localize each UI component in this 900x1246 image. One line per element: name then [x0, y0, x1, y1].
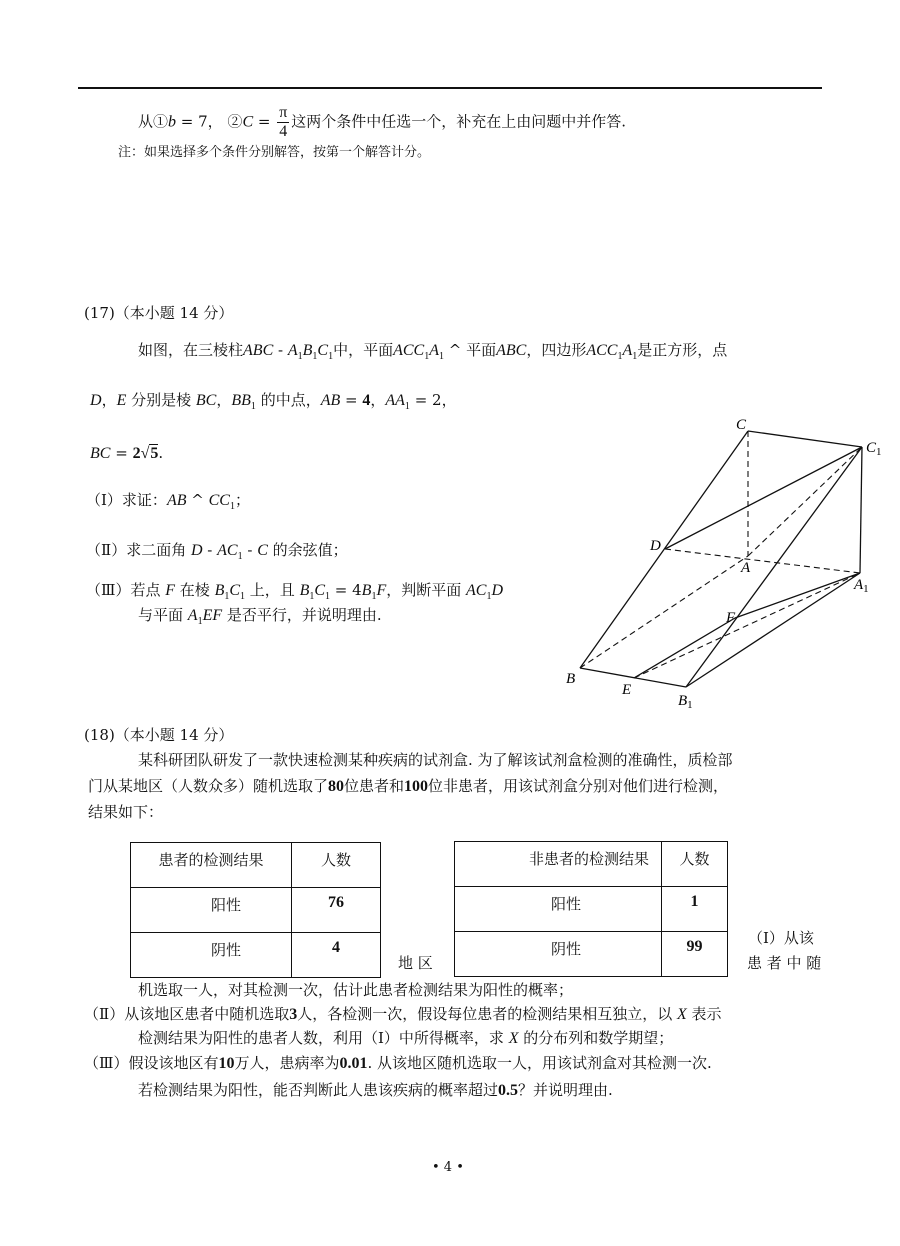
text: = — [340, 391, 363, 409]
math-var: C — [314, 582, 326, 599]
text: - — [202, 541, 218, 559]
text: = 4 — [330, 581, 362, 599]
table-row — [131, 933, 381, 978]
q17-paragraph-2 — [90, 390, 457, 417]
label-B: B — [566, 671, 576, 687]
q17-paragraph-1 — [138, 340, 727, 367]
q18-heading — [84, 725, 233, 745]
text: • 4 • — [432, 1160, 464, 1175]
subscript: 1 — [297, 351, 303, 362]
header-cell: 人数 — [292, 843, 381, 888]
subscript: 1 — [197, 616, 203, 627]
q18-paragraph-1 — [138, 750, 733, 770]
edge-C-B — [580, 431, 748, 668]
numerator: π — [279, 104, 288, 121]
math-var: BC — [195, 392, 217, 409]
math-var: E — [116, 392, 127, 409]
text: 检测结果为阳性的患者人数，利用（Ⅰ）中所得概率，求 — [138, 1029, 509, 1047]
subscript: 1 — [328, 351, 334, 362]
text: 中，平面 — [333, 341, 394, 359]
subscript: 1 — [237, 551, 243, 562]
math-var: CC — [208, 492, 230, 509]
math-var: EF — [202, 607, 223, 624]
text: ^ 平面 — [444, 341, 497, 359]
math-number: 0.01 — [339, 1055, 368, 1072]
text: = — [110, 444, 133, 462]
q18-part-i-middle — [398, 953, 433, 973]
text: （Ⅱ）从该地区患者中随机选取 — [84, 1005, 290, 1023]
result-cell: 阴性 — [455, 932, 662, 977]
text: ，四边形 — [526, 341, 587, 359]
subscript: 1 — [632, 351, 638, 362]
text: 这两个条件中任选一个，补充在上由问题中并作答. — [291, 112, 627, 131]
math-var: F — [165, 582, 176, 599]
math-var: C — [242, 113, 254, 131]
label-C: C — [736, 417, 747, 433]
math-var: B — [214, 582, 225, 599]
q17-part-ii — [86, 540, 348, 567]
math-var: D — [491, 582, 504, 599]
table-row — [455, 887, 728, 932]
edge-C1-B1 — [686, 447, 862, 687]
count-cell: 1 — [662, 887, 728, 932]
text: 如图，在三棱柱 — [138, 341, 244, 359]
text: ，判断平面 — [386, 581, 467, 599]
subscript: 1 — [312, 351, 318, 362]
edge-C-C1 — [748, 431, 862, 447]
label-C1: $C_1$ — [866, 440, 882, 458]
text: - — [273, 341, 288, 359]
math-var: BC — [90, 445, 111, 462]
label-A: A — [741, 560, 751, 576]
q17-heading — [84, 303, 233, 323]
math-var: b — [168, 113, 177, 131]
q18-part-i-start — [748, 928, 814, 948]
text: ^ — [186, 491, 209, 509]
math-var: B — [299, 582, 310, 599]
nonpatients-table — [454, 841, 728, 977]
result-cell: 阳性 — [455, 887, 662, 932]
edge-C1-D — [665, 447, 862, 549]
math-var: ABC — [496, 342, 527, 359]
label-E: E — [622, 682, 632, 698]
math-number: 10 — [218, 1055, 235, 1072]
math-var: C — [257, 542, 268, 559]
text: 位非患者，用该试剂盒分别对他们进行检测， — [428, 777, 729, 795]
q17-part-i — [86, 490, 250, 517]
text: = — [253, 112, 276, 131]
math-var: ABC — [243, 342, 274, 359]
count-cell: 4 — [292, 933, 381, 978]
edge-E-A1 — [634, 573, 860, 678]
math-var: D — [190, 542, 203, 559]
math-var: AA — [385, 392, 405, 409]
text: （Ⅰ）从该 — [748, 929, 814, 947]
math-var: ACC — [586, 342, 618, 359]
text: 人，各检测一次，假设每位患者的检测结果相互独立，以 — [297, 1005, 677, 1023]
math-var: AC — [217, 542, 238, 559]
text: 门从某地区（人数众多）随机选取了 — [88, 777, 329, 795]
text: ， — [216, 391, 232, 409]
edge-C1-A1 — [860, 447, 862, 573]
coefficient: 2 — [132, 445, 141, 462]
result-cell: 阳性 — [131, 888, 292, 933]
text: （Ⅰ）求证： — [86, 491, 167, 509]
label-A1: $A_1$ — [854, 577, 869, 595]
text: 从① — [138, 112, 169, 131]
header-rule — [78, 87, 822, 89]
math-number: 3 — [289, 1006, 298, 1023]
text: 万人，患病率为 — [234, 1054, 340, 1072]
note-line — [118, 143, 430, 163]
subscript: 1 — [250, 401, 256, 412]
math-number: 0.5 — [498, 1082, 519, 1099]
math-var: X — [676, 1006, 687, 1023]
result-cell: 阴性 — [131, 933, 292, 978]
text: 是否平行，并说明理由. — [222, 606, 382, 624]
edge-A-C1 — [748, 447, 862, 556]
text: 的中点， — [255, 391, 321, 409]
text: 与平面 — [138, 606, 188, 624]
text: 机选取一人，对其检测一次，估计此患者检测结果为阳性的概率； — [138, 981, 574, 999]
prism-figure — [550, 410, 900, 720]
text: 的余弦值； — [267, 541, 348, 559]
q18-part-iii-cont — [138, 1080, 613, 1101]
q18-part-i-right — [747, 953, 821, 973]
patients-table — [130, 842, 381, 978]
text: . — [158, 444, 164, 462]
header-cell: 非患者的检测结果 — [455, 842, 662, 887]
math-number: 100 — [404, 778, 429, 795]
math-var: AB — [166, 492, 187, 509]
subscript: 1 — [224, 591, 230, 602]
text: (18)（本小题 14 分） — [84, 726, 234, 744]
sqrt-sign: √ — [140, 445, 150, 462]
math-number: 4 — [362, 392, 371, 409]
text: 的分布列和数学期望； — [518, 1029, 674, 1047]
math-var: A — [187, 607, 198, 624]
subscript: 1 — [309, 591, 315, 602]
subscript: 1 — [371, 591, 377, 602]
math-var: F — [376, 582, 387, 599]
subscript: 1 — [617, 351, 623, 362]
math-var: ACC — [393, 342, 425, 359]
label-F: F — [726, 610, 736, 626]
count-cell: 76 — [292, 888, 381, 933]
text: 在棱 — [175, 581, 215, 599]
math-var: AC — [466, 582, 487, 599]
denominator: 4 — [279, 123, 288, 140]
edge-B-B1 — [580, 668, 686, 687]
text: 注：如果选择多个条件分别解答，按第一个解答计分。 — [118, 145, 431, 160]
q18-paragraph-3 — [88, 802, 163, 822]
text: - — [242, 541, 258, 559]
table-row — [455, 932, 728, 977]
text: ； — [234, 491, 250, 509]
page-number — [432, 1158, 464, 1178]
table-header-row — [131, 843, 381, 888]
subscript: 1 — [424, 351, 430, 362]
subscript: 1 — [240, 591, 246, 602]
math-var: B — [361, 582, 372, 599]
math-var: A — [429, 342, 439, 359]
q18-part-i-cont — [138, 980, 573, 1000]
radicand: 5 — [150, 445, 159, 462]
math-number: 80 — [328, 778, 345, 795]
text: 患 者 中 随 — [747, 954, 822, 972]
subscript: 1 — [229, 501, 235, 512]
text: 是正方形，点 — [637, 341, 728, 359]
text: （Ⅲ）假设该地区有 — [84, 1054, 219, 1072]
subscript: 1 — [404, 401, 410, 412]
q17-paragraph-3 — [90, 443, 163, 464]
table-header-row — [455, 842, 728, 887]
text: 上，且 — [245, 581, 300, 599]
header-cell: 人数 — [662, 842, 728, 887]
text: （Ⅱ）求二面角 — [86, 541, 191, 559]
math-var: A — [622, 342, 633, 359]
text: ， — [370, 391, 386, 409]
text: 若检测结果为阳性，能否判断此人患该疾病的概率超过 — [138, 1081, 499, 1099]
subscript: 1 — [486, 591, 492, 602]
q17-part-iii-cont — [138, 605, 382, 632]
math-var: B — [302, 342, 313, 359]
edge-B1-A1 — [686, 573, 860, 687]
subscript: 1 — [439, 351, 444, 362]
text: 某科研团队研发了一款快速检测某种疾病的试剂盒. 为了解该试剂盒检测的准确性，质检部 — [138, 751, 733, 769]
q17-part-iii — [86, 580, 503, 607]
math-var: BB — [231, 392, 251, 409]
q18-part-ii — [84, 1004, 722, 1025]
count-cell: 99 — [662, 932, 728, 977]
text: （Ⅲ）若点 — [86, 581, 166, 599]
text: (17)（本小题 14 分） — [84, 304, 234, 322]
radical — [133, 444, 159, 462]
q18-paragraph-2 — [88, 776, 728, 797]
math-var: D — [90, 392, 102, 409]
condition-line — [138, 104, 626, 141]
edge-D-A1 — [665, 549, 860, 573]
text: ？并说明理由. — [518, 1081, 613, 1099]
text: = 2， — [409, 391, 457, 409]
header-cell: 患者的检测结果 — [131, 843, 292, 888]
text: 表示 — [686, 1005, 722, 1023]
q18-part-iii — [84, 1053, 712, 1074]
text: . 从该地区随机选取一人，用该试剂盒对其检测一次. — [367, 1054, 712, 1072]
math-var: X — [508, 1030, 519, 1047]
math-var: C — [229, 582, 241, 599]
subscript: 1 — [325, 591, 331, 602]
table-row — [131, 888, 381, 933]
text: 位患者和 — [344, 777, 405, 795]
text: 地 区 — [398, 954, 433, 972]
edge-E-F — [634, 618, 735, 678]
fraction — [277, 104, 289, 141]
label-D: D — [650, 538, 661, 554]
math-var: A — [287, 342, 298, 359]
text: 结果如下： — [88, 803, 164, 821]
math-var: C — [317, 342, 329, 359]
text: 分别是棱 — [126, 391, 196, 409]
math-var: AB — [320, 392, 341, 409]
text: = 7， ② — [176, 112, 243, 131]
edge-B-A — [580, 556, 748, 668]
label-B1: $B_1$ — [678, 693, 693, 711]
text: ， — [101, 391, 117, 409]
q18-part-ii-cont — [138, 1028, 673, 1049]
